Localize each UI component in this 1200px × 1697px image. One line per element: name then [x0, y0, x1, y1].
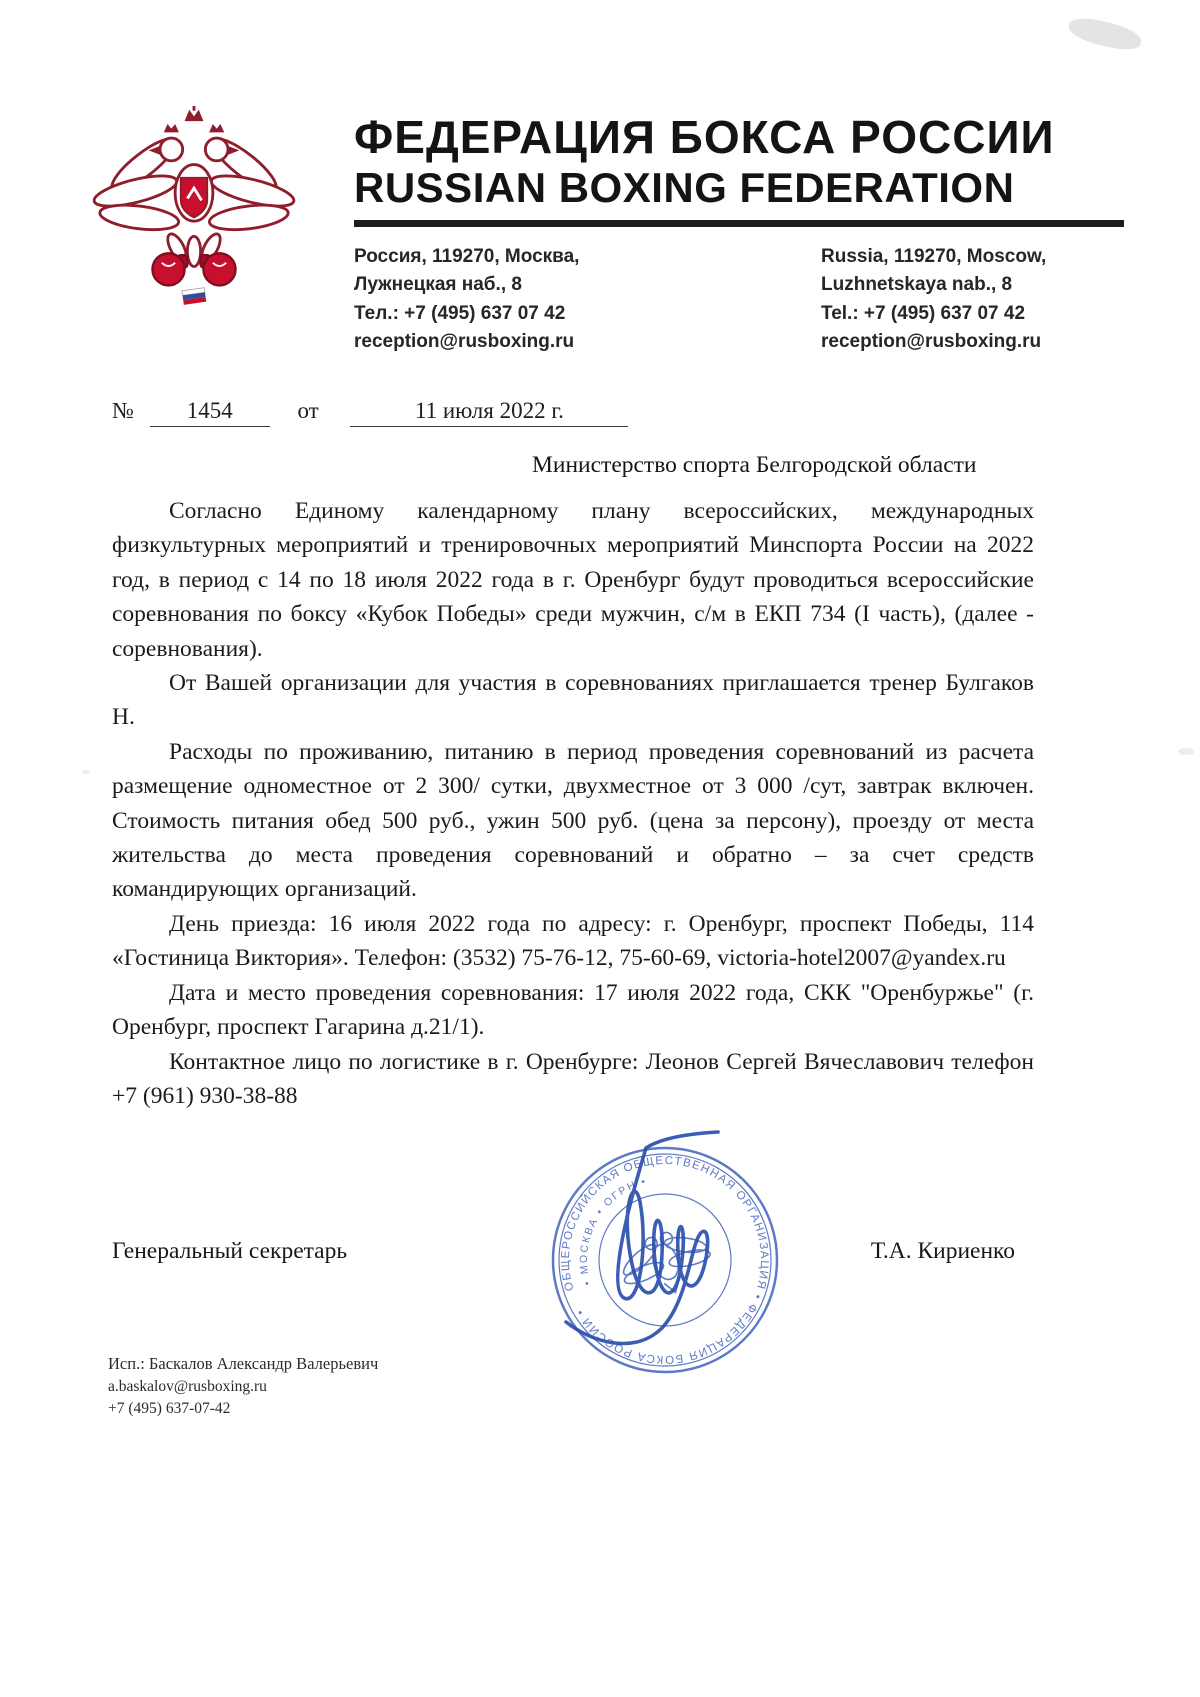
address-en: [821, 243, 1124, 357]
letter-number: 1454: [150, 398, 270, 427]
federation-eagle-emblem: [90, 106, 298, 357]
address-ru: [354, 243, 821, 357]
header-divider: [354, 220, 1124, 227]
executor-phone: +7 (495) 637-07-42: [108, 1400, 231, 1418]
signature-row: [112, 1238, 1015, 1265]
org-title-ru: ФЕДЕРАЦИЯ БОКСА РОССИИ: [354, 111, 1055, 163]
address-ru-line: Россия, 119270, Москва,: [354, 245, 580, 267]
stamp-ring-outer-text: ОБЩЕРОССИЙСКАЯ ОБЩЕСТВЕННАЯ ОРГАНИЗАЦИЯ • ФЕДЕРАЦИЯ БОКСА РОССИИ •: [559, 1154, 771, 1366]
paragraph: Согласно Единому календарному плану всероссийских, международных физкультурных мероприятий и тренировочных мероприятий Минспорта России на 2022 год, в период с 14 по 18 июля 2022 года в г. Оренбург будут проводиться всероссийские соревнования по боксу «Кубок Победы» среди мужчин, с/м в ЕКП 734 (I часть), (далее - соревнования).: [112, 498, 1034, 662]
address-en-line: Tel.: +7 (495) 637 07 42: [821, 302, 1026, 324]
org-title-en: RUSSIAN BOXING FEDERATION: [354, 163, 1015, 211]
executor-block: [108, 1352, 378, 1421]
signer-position: Генеральный секретарь: [112, 1238, 348, 1264]
address-ru-line: Тел.: +7 (495) 637 07 42: [354, 302, 566, 324]
reference-line: [112, 398, 628, 427]
scan-artifact: [82, 770, 90, 774]
paragraph: День приезда: 16 июля 2022 года по адресу: г. Оренбург, проспект Победы, 114 «Гостиница Виктория». Телефон: (3532) 75-76-12, 75-60-69, victoria-hotel2007@yandex.ru: [112, 910, 1034, 972]
scan-artifact: [1066, 13, 1144, 54]
paragraph: Дата и место проведения соревнования: 17 июля 2022 года, СКК "Оренбуржье" (г. Оренбург, проспект Гагарина д.21/1).: [112, 979, 1034, 1041]
address-en-line: Luzhnetskaya nab., 8: [821, 274, 1013, 296]
scan-artifact: [1178, 748, 1194, 755]
ribbon: [182, 288, 206, 305]
executor-email: a.baskalov@rusboxing.ru: [108, 1377, 267, 1395]
stamp-ring-inner-text: • МОСКВА • ОГРН •: [577, 1175, 649, 1287]
letterhead: [90, 106, 1124, 357]
paragraph: Расходы по проживанию, питанию в период проведения соревнований из расчета размещение одноместное от 2 300/ сутки, двухместное от 3 000 /сут, завтрак включен. Стоимость питания обед 500 руб., ужин 500 руб. (цена за персону), проезду от места жительства до места проведения соревнований и обратно – за счет средств командирующих организаций.: [112, 738, 1034, 903]
signer-name: Т.А. Кириенко: [870, 1238, 1015, 1264]
paragraph: Контактное лицо по логистике в г. Оренбурге: Леонов Сергей Вячеславович телефон +7 (961) 930-38-88: [112, 1048, 1034, 1109]
executor-name: Исп.: Баскалов Александр Валерьевич: [108, 1354, 379, 1373]
address-en-line: Russia, 119270, Moscow,: [821, 245, 1047, 267]
address-ru-line: Лужнецкая наб., 8: [354, 274, 522, 296]
address-ru-line: reception@rusboxing.ru: [354, 331, 575, 353]
from-label: от: [297, 398, 319, 423]
address-block: [354, 243, 1124, 357]
address-en-line: reception@rusboxing.ru: [821, 331, 1042, 353]
number-sign: №: [112, 398, 134, 423]
letter-body: [112, 494, 1034, 1113]
recipient: Министерство спорта Белгородской области: [532, 452, 977, 478]
paragraph: От Вашей организации для участия в соревнованиях приглашается тренер Булгаков Н.: [112, 670, 1034, 731]
letter-date: 11 июля 2022 г.: [350, 398, 628, 427]
